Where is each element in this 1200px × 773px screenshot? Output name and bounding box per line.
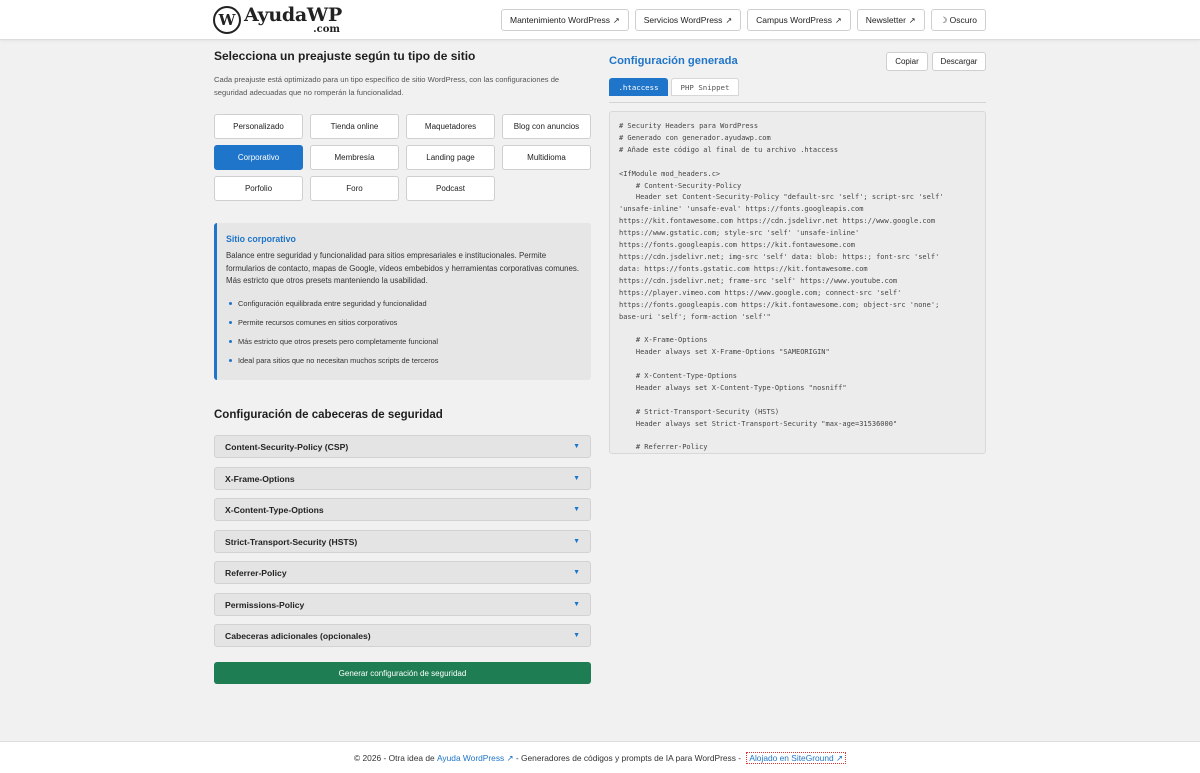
- code-line: [619, 323, 985, 335]
- footer-middle-text: - Generadores de códigos y prompts de IA para WordPress -: [513, 752, 744, 763]
- code-line: [619, 395, 985, 407]
- chevron-down-icon: ▼: [573, 601, 580, 608]
- accordion-hsts[interactable]: Strict-Transport-Security (HSTS) ▼: [214, 530, 591, 553]
- accordion-csp[interactable]: Content-Security-Policy (CSP) ▼: [214, 435, 591, 458]
- bullet-dot-icon: [229, 340, 232, 343]
- preset-membresia[interactable]: Membresía: [310, 145, 399, 170]
- accordion-permissions-policy[interactable]: Permissions-Policy ▼: [214, 593, 591, 616]
- code-line: # X-Frame-Options: [619, 336, 708, 345]
- preset-blog-anuncios[interactable]: Blog con anuncios: [502, 114, 591, 139]
- code-line: data: https://fonts.gstatic.com https://kit.fontawesome.com: [619, 264, 868, 273]
- code-line: https://cdn.jsdelivr.net; img-src 'self' data: blob: https:; font-src 'self': [619, 252, 940, 261]
- nav-campus-button[interactable]: Campus WordPress ↗: [747, 9, 851, 31]
- code-line: # Security Headers para WordPress: [619, 122, 759, 130]
- accordion-additional-headers[interactable]: Cabeceras adicionales (opcionales) ▼: [214, 624, 591, 647]
- accordion-x-content-type-options[interactable]: X-Content-Type-Options ▼: [214, 498, 591, 521]
- preset-personalizado[interactable]: Personalizado: [214, 114, 303, 139]
- code-line: https://fonts.googleapis.com https://kit.fontawesome.com: [619, 241, 856, 250]
- external-link-icon: ↗: [725, 15, 733, 25]
- list-item: Configuración equilibrada entre seguridad y funcionalidad: [229, 299, 427, 308]
- preset-section-title: Selecciona un preajuste según tu tipo de sitio: [214, 49, 476, 63]
- code-line: https://fonts.googleapis.com https://kit.fontawesome.com; object-src 'none';: [619, 300, 940, 309]
- accordion-referrer-policy[interactable]: Referrer-Policy ▼: [214, 561, 591, 584]
- chevron-down-icon: ▼: [573, 538, 580, 545]
- code-line: # Generado con generador.ayudawp.com: [619, 133, 771, 142]
- tab-divider: [609, 102, 986, 103]
- chevron-down-icon: ▼: [573, 443, 580, 450]
- bullet-dot-icon: [229, 359, 232, 362]
- code-line: [619, 431, 985, 443]
- preset-tienda-online[interactable]: Tienda online: [310, 114, 399, 139]
- generate-config-button[interactable]: Generar configuración de seguridad: [214, 662, 591, 684]
- preset-info-title: Sitio corporativo: [226, 234, 296, 244]
- tab-htaccess[interactable]: .htaccess: [609, 78, 668, 96]
- code-output[interactable]: [609, 111, 986, 454]
- code-line: [619, 359, 985, 371]
- tab-php-snippet[interactable]: PHP Snippet: [671, 78, 739, 96]
- nav-newsletter-button[interactable]: Newsletter ↗: [857, 9, 925, 31]
- logo-main-text: AyudaWP: [244, 3, 342, 26]
- footer-siteground-link[interactable]: Alojado en SiteGround ↗: [746, 752, 846, 764]
- chevron-down-icon: ▼: [573, 475, 580, 482]
- code-line: Header always set X-Content-Type-Options "nosniff": [619, 383, 847, 392]
- site-footer: [0, 741, 1200, 773]
- code-line: Header set Content-Security-Policy "default-src 'self'; script-src 'self': [619, 193, 944, 202]
- preset-info-description: Balance entre seguridad y funcionalidad para sitios empresariales e institucionales. Permite formularios de contacto, mapas de Google, vídeos embebidos y herramientas corporativas comunes. Más estricto que otros presets manteniendo la usabilidad.: [226, 251, 580, 285]
- external-link-icon: ↗: [613, 15, 620, 25]
- code-content: [610, 112, 985, 454]
- headers-config-title: Configuración de cabeceras de seguridad: [214, 409, 443, 421]
- code-line: https://player.vimeo.com https://www.google.com; connect-src 'self': [619, 288, 902, 297]
- nav-mantenimiento-button[interactable]: Mantenimiento WordPress ↗: [501, 9, 629, 31]
- preset-podcast[interactable]: Podcast: [406, 176, 495, 201]
- preset-info-card: [214, 223, 591, 380]
- external-link-icon: ↗: [908, 15, 916, 25]
- list-item: Permite recursos comunes en sitios corporativos: [229, 318, 397, 327]
- code-line: # Añade este código al final de tu archivo .htaccess: [619, 145, 839, 154]
- code-line: # Referrer-Policy: [619, 443, 708, 452]
- nav-servicios-button[interactable]: Servicios WordPress ↗: [635, 9, 741, 31]
- wordpress-logo-icon: W: [213, 6, 241, 34]
- copy-button[interactable]: Copiar: [886, 52, 928, 71]
- accordion-x-frame-options[interactable]: X-Frame-Options ▼: [214, 467, 591, 490]
- code-line: # Strict-Transport-Security (HSTS): [619, 407, 780, 416]
- code-line: <IfModule mod_headers.c>: [619, 169, 721, 178]
- chevron-down-icon: ▼: [573, 569, 580, 576]
- footer-ayuda-link[interactable]: Ayuda WordPress ↗: [437, 752, 514, 763]
- code-line: [619, 157, 985, 169]
- list-item: Ideal para sitios que no necesitan muchos scripts de terceros: [229, 356, 438, 365]
- download-button[interactable]: Descargar: [932, 52, 986, 71]
- main-nav: [501, 9, 986, 31]
- preset-maquetadores[interactable]: Maquetadores: [406, 114, 495, 139]
- code-line: Header always set Strict-Transport-Security "max-age=31536000": [619, 419, 898, 428]
- preset-intro-text: Cada preajuste está optimizado para un tipo específico de sitio WordPress, con las configuraciones de seguridad adecuadas que no romperán la funcionalidad.: [214, 75, 560, 97]
- output-title: Configuración generada: [609, 55, 738, 67]
- code-line: https://www.gstatic.com; style-src 'self' 'unsafe-inline': [619, 229, 860, 238]
- preset-corporativo[interactable]: Corporativo: [214, 145, 303, 170]
- preset-grid: [214, 114, 591, 201]
- chevron-down-icon: ▼: [573, 632, 580, 639]
- code-line: https://kit.fontawesome.com https://cdn.jsdelivr.net https://www.google.com: [619, 217, 936, 226]
- code-line: 'unsafe-inline' 'unsafe-eval' https://fonts.googleapis.com: [619, 205, 864, 214]
- code-line: base-uri 'self'; form-action 'self'": [619, 312, 771, 321]
- preset-porfolio[interactable]: Porfolio: [214, 176, 303, 201]
- external-link-icon: ↗: [835, 15, 842, 25]
- top-header: [0, 0, 1200, 40]
- preset-foro[interactable]: Foro: [310, 176, 399, 201]
- code-line: https://cdn.jsdelivr.net; frame-src 'self' https://www.youtube.com: [619, 276, 898, 285]
- code-line: Header always set X-Frame-Options "SAMEORIGIN": [619, 348, 830, 357]
- logo-sub-text: .com: [313, 23, 340, 35]
- code-line: # X-Content-Type-Options: [619, 372, 738, 381]
- list-item: Más estricto que otros presets pero completamente funcional: [229, 337, 438, 346]
- code-line: # Content-Security-Policy: [619, 181, 742, 190]
- bullet-dot-icon: [229, 302, 232, 305]
- bullet-dot-icon: [229, 321, 232, 324]
- site-logo[interactable]: [213, 4, 342, 36]
- chevron-down-icon: ▼: [573, 506, 580, 513]
- footer-copyright: © 2026 - Otra idea de: [354, 752, 437, 763]
- preset-multidioma[interactable]: Multidioma: [502, 145, 591, 170]
- dark-mode-toggle[interactable]: ☽ Oscuro: [931, 9, 986, 31]
- preset-landing-page[interactable]: Landing page: [406, 145, 495, 170]
